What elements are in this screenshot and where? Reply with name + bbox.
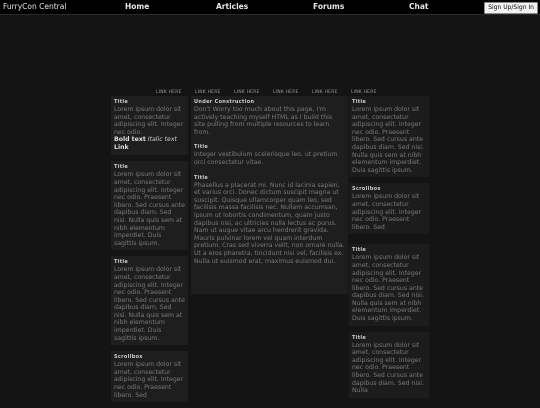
link-here-2[interactable]: LINK HERE [195,90,221,95]
bold-text: Bold text [114,136,146,144]
middle-panel [191,96,348,294]
panel-title: Title [352,334,367,341]
left-column [111,96,188,408]
italic-text: Italic text [147,136,177,144]
link-here-4[interactable]: LINK HERE [273,90,299,95]
panel-title: Title [194,174,209,181]
panel-text: Lorem ipsum dolor sit amet, consectetur adipiscing elit. Integer nec odio. Praesent libero. Sed cursus ante dapibus diam. Sed nisi. Nulla [352,341,424,395]
middle-column [191,96,348,294]
right-panel-1 [349,96,429,177]
panel-text: Lorem ipsum dolor sit amet, consectetur adipiscing elit. Integer nec odio. Praesent libero. Sed [352,193,422,231]
panel-text: Lorem ipsum dolor sit amet, consectetur adipiscing elit. Integer nec odio. Praesent libero. Sed cursus ante dapibus diam. Sed nisi. Nulla quis sem at nibh elementum imperdiet. Duis sagittis ipsum. [352,254,424,323]
top-nav-bar [0,0,540,15]
panel-title: Title [114,99,129,105]
site-brand[interactable]: FurryCon Central [3,2,67,11]
panel-text: Lorem ipsum dolor sit amet, consectetur adipiscing elit. Integer nec odio. Praesent libero. Sed cursus ante dapibus diam. Sed nisi. Nulla quis sem at nibh elementum imperdiet. Duis sagittis ipsum. [114,171,185,247]
link-here-6[interactable]: LINK HERE [351,90,377,95]
right-scrollbox[interactable] [349,183,429,234]
right-panel-4 [349,332,429,398]
sign-in-button[interactable]: Sign Up/Sign In [484,2,538,14]
panel-title: Title [194,144,209,151]
panel-text: Lorem ipsum dolor sit amet, consectetur adipiscing elit. Integer nec odio. Praesent libero. Sed [114,361,184,399]
link-here-5[interactable]: LINK HERE [312,90,338,95]
right-panel-3 [349,244,429,325]
panel-text: Don't Worry too much about this page, I'm actively teaching myself HTML as I build this site pulling from multiple resources to learn from. [194,106,333,136]
panel-title: Scrollbox [352,186,381,193]
panel-title: Title [352,99,367,105]
panel-title: Title [114,259,129,266]
panel-text: Lorem ipsum dolor sit amet, consectetur adipiscing elit. Integer nec odio. Praesent libero. Sed cursus ante dapibus diam. Sed nisi. Nulla quis sem at nibh elementum imperdiet. Duis sagittis ipsum. [114,266,185,342]
link-here-1[interactable]: LINK HERE [156,90,182,95]
sample-link[interactable]: Link [114,144,129,152]
link-here-3[interactable]: LINK HERE [234,90,260,95]
panel-text: Integer vestibulum scelerisque leo, ut pretium orci consectetur vitae. [194,151,338,166]
nav-forums[interactable]: Forums [313,2,345,11]
left-scrollbox[interactable] [111,351,188,402]
left-panel-2 [111,161,188,250]
panel-title: Under Construction [194,99,255,105]
nav-home[interactable]: Home [125,2,150,11]
panel-title: Title [114,164,129,171]
format-sample [114,136,185,144]
nav-chat[interactable]: Chat [409,2,429,11]
panel-text: Lorem ipsum dolor sit amet, consectetur adipiscing elit. Integer nec odio. [114,106,184,136]
nav-articles[interactable]: Articles [216,2,249,11]
right-column [349,96,429,404]
panel-title: Scrollbox [114,354,143,361]
left-panel-3 [111,256,188,345]
panel-title: Title [352,247,367,254]
left-panel-1 [111,96,188,155]
panel-text: Phasellus a placerat mi. Nunc id lacinia sapien, et varius orci. Donec dictum suscipit magna ut suscipit. Quisque ullamcorper quam leo, sed facilisis massa facilisis nec. Nullam accumsan, ipsum ut lobortis condimentum, quam justo dapibus nisi, ac ultricies nulla lectus ac purus. Nam ut augue vitae arcu hendrerit gravida. Mauris pulvinar lorem vel quam interdum pretium. Cras sed viverra velit, non ornare nulla. Ut a eros pharetra, tincidunt nisi vel, facilisis ex. Nulla ut euismod erat, maximus euismod dui. [194,181,345,265]
panel-text: Lorem ipsum dolor sit amet, consectetur adipiscing elit. Integer nec odio. Praesent libero. Sed cursus ante dapibus diam. Sed nisi. Nulla quis sem at nibh elementum imperdiet. Duis sagittis ipsum. [352,106,424,174]
